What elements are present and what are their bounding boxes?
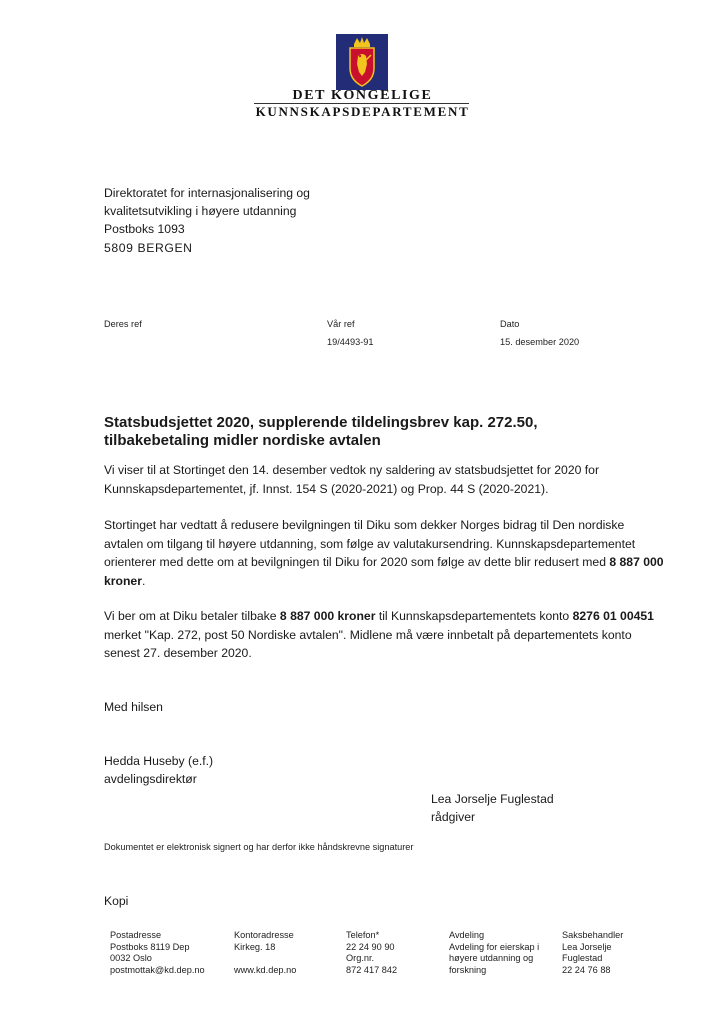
- recipient-address: [104, 184, 310, 257]
- footer-heading: Telefon*: [346, 930, 380, 940]
- recipient-line: Postboks 1093: [104, 222, 185, 237]
- paragraph-3-end: merket "Kap. 272, post 50 Nordiske avtalen". Midlene må være innbetalt på departementets konto senest 27. desember 2020.: [104, 627, 632, 660]
- account-number: 8276 01 00451: [572, 609, 654, 623]
- footer-text: 872 417 842: [346, 965, 398, 976]
- letter-title-line2: tilbakebetaling midler nordiske avtalen: [104, 432, 381, 449]
- var-ref-label: Vår ref: [327, 319, 355, 329]
- paragraph-2: [104, 516, 664, 590]
- recipient-line: 5809 BERGEN: [104, 240, 193, 255]
- signer-1-name: Hedda Huseby (e.f.): [104, 754, 214, 768]
- footer-text: Fuglestad: [562, 953, 603, 964]
- footer-phone-column: [346, 930, 397, 977]
- footer-text: [234, 953, 296, 965]
- recipient-line: Direktoratet for internasjonalisering og: [104, 186, 310, 200]
- repayment-amount: 8 887 000 kroner: [279, 609, 376, 623]
- signer-1-title: avdelingsdirektør: [104, 772, 197, 786]
- footer-text: Lea Jorselje: [562, 941, 612, 952]
- paragraph-2-text: Stortinget har vedtatt å redusere bevilgningen til Diku som dekker Norges bidrag til Den nordiske avtalen om tilgang til høyere utdanning, som følge av valutakursendring. Kunnskapsdepartementet orienterer med dette om at bevilgningen til Diku for 2020 som følge av dette blir redusert med: [104, 518, 636, 569]
- signer-2-name: Lea Jorselje Fuglestad: [431, 792, 554, 806]
- footer-text: Kirkeg. 18: [234, 941, 276, 952]
- footer-text: 0032 Oslo: [110, 953, 152, 964]
- royal-coat-of-arms-logo: [336, 34, 388, 90]
- footer-officer-column: [562, 930, 623, 977]
- footer-heading: Saksbehandler: [562, 930, 624, 940]
- signer-2-title: rådgiver: [431, 810, 476, 824]
- footer-heading: Kontoradresse: [234, 930, 294, 940]
- footer-text: høyere utdanning og: [449, 953, 534, 964]
- footer-website-link[interactable]: www.kd.dep.no: [234, 965, 297, 976]
- signature-note: Dokumentet er elektronisk signert og har derfor ikke håndskrevne signaturer: [104, 842, 414, 852]
- footer-heading: Postadresse: [110, 930, 162, 940]
- footer-office-column: [234, 930, 296, 977]
- recipient-line: kvalitetsutvikling i høyere utdanning: [104, 204, 297, 219]
- letter-title: [104, 414, 664, 450]
- paragraph-1: Vi viser til at Stortinget den 14. desember vedtok ny saldering av statsbudsjettet for 2020 for Kunnskapsdepartementet, jf. Innst. 154 S (2020-2021) og Prop. 44 S (2020-2021).: [104, 463, 599, 496]
- var-ref-value: 19/4493-91: [327, 337, 374, 347]
- kopi-label: Kopi: [104, 894, 129, 908]
- logo-text-line1: DET KONGELIGE: [292, 88, 433, 103]
- footer-postal-column: [110, 930, 205, 977]
- dato-value: 15. desember 2020: [500, 337, 580, 347]
- footer-text: Postboks 8119 Dep: [110, 941, 190, 952]
- greeting: Med hilsen: [104, 700, 163, 714]
- dato-label: Dato: [500, 319, 520, 329]
- footer-text: Avdeling for eierskap i: [449, 941, 540, 952]
- footer-text: Org.nr.: [346, 953, 375, 964]
- paragraph-3: [104, 607, 664, 663]
- footer-text: forskning: [449, 965, 487, 976]
- footer-department-column: [449, 930, 539, 977]
- footer-heading: Avdeling: [449, 930, 485, 940]
- paragraph-3-text: Vi ber om at Diku betaler tilbake: [104, 609, 280, 623]
- letter-title-line1: Statsbudsjettet 2020, supplerende tildelingsbrev kap. 272.50,: [104, 414, 538, 431]
- paragraph-2-end: .: [141, 573, 146, 588]
- footer-text: 22 24 76 88: [562, 965, 611, 976]
- reduction-amount: 8 887 000 kroner: [104, 555, 664, 588]
- paragraph-3-mid: til Kunnskapsdepartementets konto: [375, 609, 573, 623]
- footer-email-link[interactable]: postmottak@kd.dep.no: [110, 965, 205, 976]
- deres-ref-label: Deres ref: [104, 319, 142, 329]
- footer-text: 22 24 90 90: [346, 941, 395, 952]
- logo-text-line2: KUNNSKAPSDEPARTEMENT: [255, 104, 470, 119]
